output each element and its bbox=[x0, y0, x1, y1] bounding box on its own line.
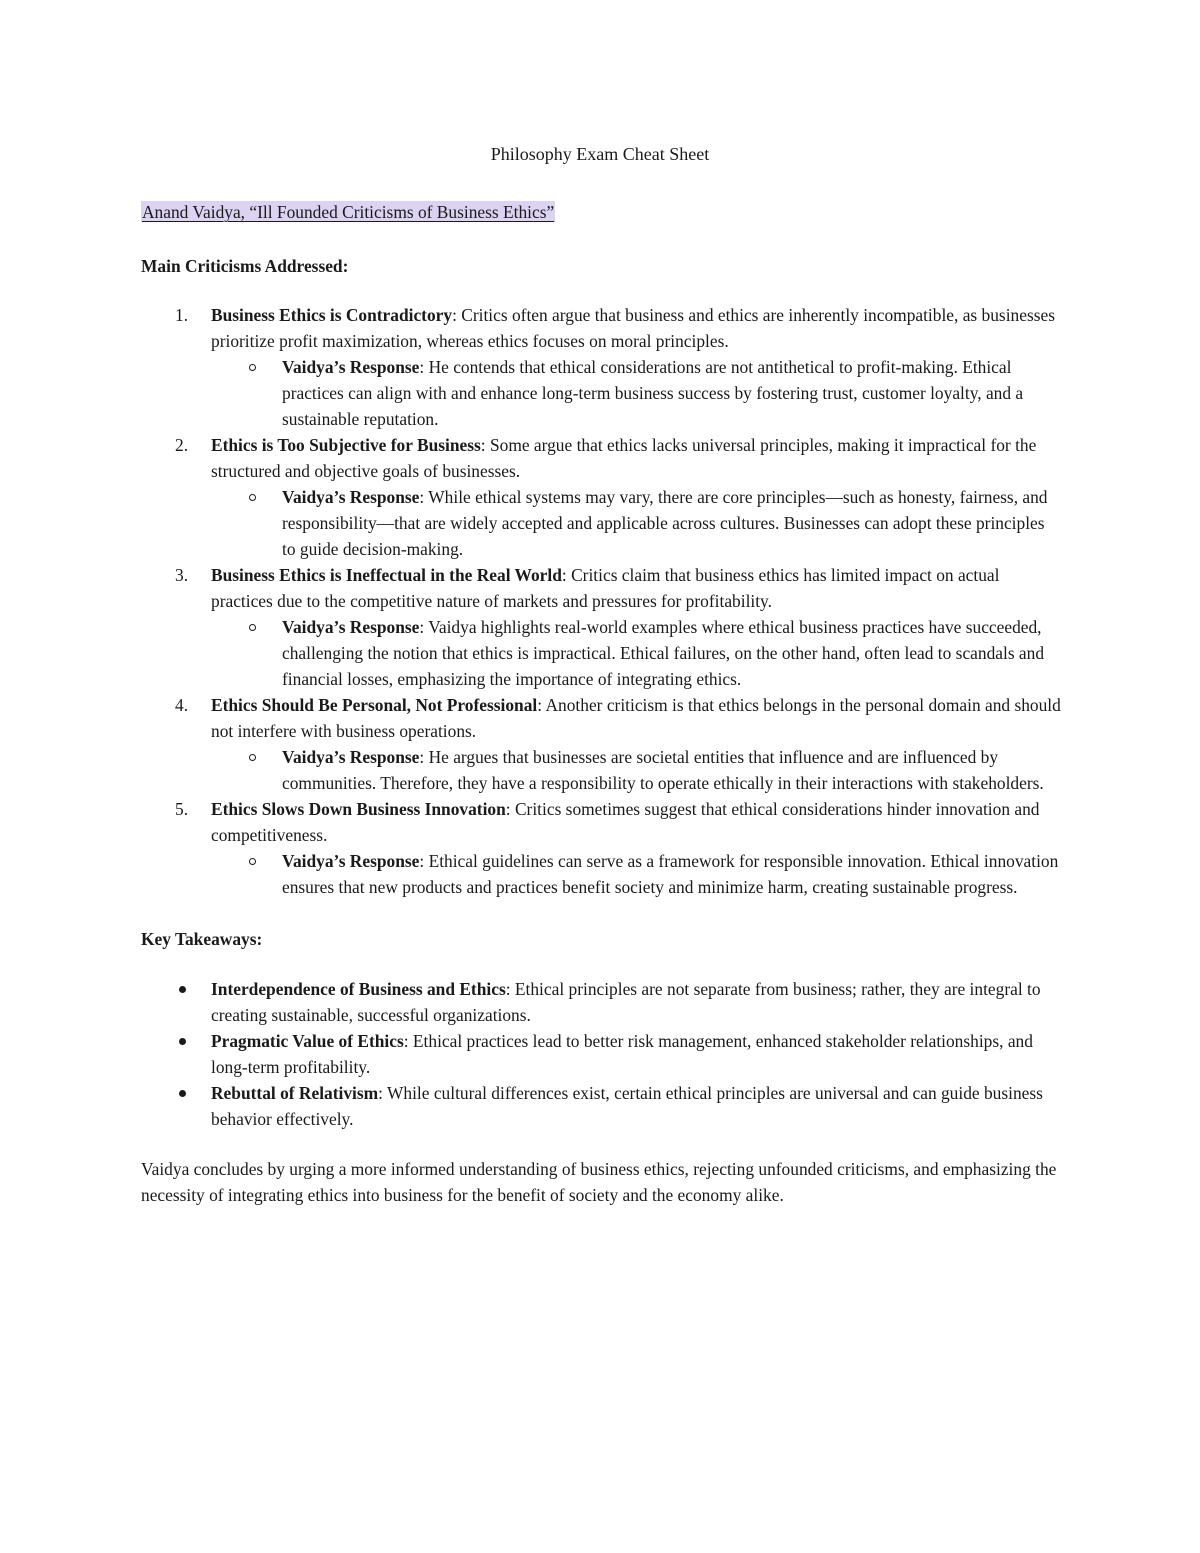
filled-bullet-icon bbox=[179, 986, 186, 993]
document-title: Philosophy Exam Cheat Sheet bbox=[490, 144, 710, 164]
response-label: Vaidya’s Response bbox=[282, 357, 420, 377]
source-citation-text: Anand Vaidya, “Ill Founded Criticisms of Business Ethics” bbox=[142, 202, 555, 222]
response-list bbox=[211, 484, 1061, 562]
criticism-item bbox=[141, 796, 1061, 900]
conclusion-paragraph: Vaidya concludes by urging a more informed understanding of business ethics, rejecting unfounded criticisms, and emphasizing the necessity of integrating ethics into business for the benefit of society and the economy alike. bbox=[141, 1159, 1057, 1205]
criticism-number: 5. bbox=[175, 799, 189, 819]
response-text: : While ethical systems may vary, there are core principles—such as honesty, fairness, and responsibility—that are widely accepted and applicable across cultures. Businesses can adopt these principles to guide decision-making. bbox=[282, 487, 1048, 559]
criticism-number: 2. bbox=[175, 435, 189, 455]
takeaway-term: Rebuttal of Relativism bbox=[211, 1083, 379, 1103]
response-item bbox=[211, 848, 1061, 900]
criticism-text: : Critics claim that business ethics has limited impact on actual practices due to the competitive nature of markets and pressures for profitability. bbox=[211, 565, 1000, 611]
takeaways-list bbox=[141, 976, 1061, 1132]
criticism-item bbox=[141, 302, 1061, 432]
hollow-bullet-icon bbox=[249, 624, 256, 631]
criticisms-list bbox=[141, 302, 1061, 900]
response-label: Vaidya’s Response bbox=[282, 747, 420, 767]
takeaway-term: Pragmatic Value of Ethics bbox=[211, 1031, 404, 1051]
hollow-bullet-icon bbox=[249, 494, 256, 501]
takeaway-term: Interdependence of Business and Ethics bbox=[211, 979, 506, 999]
criticism-term: Business Ethics is Ineffectual in the Real World bbox=[211, 565, 562, 585]
response-label: Vaidya’s Response bbox=[282, 617, 420, 637]
response-item bbox=[211, 484, 1061, 562]
criticism-item bbox=[141, 432, 1061, 562]
filled-bullet-icon bbox=[179, 1038, 186, 1045]
criticism-number: 3. bbox=[175, 565, 189, 585]
takeaway-text: : While cultural differences exist, certain ethical principles are universal and can guide business behavior effectively. bbox=[211, 1083, 1043, 1129]
response-text: : Ethical guidelines can serve as a framework for responsible innovation. Ethical innovation ensures that new products and practices benefit society and minimize harm, creating sustainable progress. bbox=[282, 851, 1059, 897]
criticism-number: 1. bbox=[175, 305, 189, 325]
criticism-text: : Another criticism is that ethics belongs in the personal domain and should not interfere with business operations. bbox=[211, 695, 1061, 741]
response-text: : He argues that businesses are societal entities that influence and are influenced by communities. Therefore, they have a responsibility to operate ethically in their interactions with stakeholders. bbox=[282, 747, 1044, 793]
document-page bbox=[141, 140, 1061, 1208]
response-item bbox=[211, 744, 1061, 796]
criticism-text: : Some argue that ethics lacks universal principles, making it impractical for the structured and objective goals of businesses. bbox=[211, 435, 1037, 481]
source-citation bbox=[141, 198, 1061, 226]
response-list bbox=[211, 744, 1061, 796]
main-criticisms-heading: Main Criticisms Addressed: bbox=[141, 256, 349, 276]
response-list bbox=[211, 354, 1061, 432]
criticism-text: : Critics sometimes suggest that ethical considerations hinder innovation and competitiveness. bbox=[211, 799, 1040, 845]
criticism-term: Ethics Should Be Personal, Not Professional bbox=[211, 695, 538, 715]
hollow-bullet-icon bbox=[249, 754, 256, 761]
criticism-term: Business Ethics is Contradictory bbox=[211, 305, 453, 325]
criticism-item bbox=[141, 692, 1061, 796]
response-list bbox=[211, 614, 1061, 692]
response-text: : He contends that ethical considerations are not antithetical to profit-making. Ethical practices can align with and enhance long-term business success by fostering trust, customer loyalty, and a sustainable reputation. bbox=[282, 357, 1024, 429]
criticism-number: 4. bbox=[175, 695, 189, 715]
response-text: : Vaidya highlights real-world examples where ethical business practices have succeeded, challenging the notion that ethics is impractical. Ethical failures, on the other hand, often lead to scandals and financial losses, emphasizing the importance of integrating ethics. bbox=[282, 617, 1045, 689]
takeaway-text: : Ethical principles are not separate from business; rather, they are integral to creating sustainable, successful organizations. bbox=[211, 979, 1041, 1025]
response-item bbox=[211, 354, 1061, 432]
response-label: Vaidya’s Response bbox=[282, 851, 420, 871]
criticism-item bbox=[141, 562, 1061, 692]
key-takeaways-heading: Key Takeaways: bbox=[141, 929, 263, 949]
takeaway-item bbox=[141, 1080, 1061, 1132]
response-label: Vaidya’s Response bbox=[282, 487, 420, 507]
takeaway-item bbox=[141, 1028, 1061, 1080]
response-item bbox=[211, 614, 1061, 692]
hollow-bullet-icon bbox=[249, 858, 256, 865]
filled-bullet-icon bbox=[179, 1090, 186, 1097]
takeaway-text: : Ethical practices lead to better risk management, enhanced stakeholder relationships, and long-term profitability. bbox=[211, 1031, 1033, 1077]
hollow-bullet-icon bbox=[249, 364, 256, 371]
response-list bbox=[211, 848, 1061, 900]
criticism-term: Ethics is Too Subjective for Business bbox=[211, 435, 481, 455]
criticism-term: Ethics Slows Down Business Innovation bbox=[211, 799, 506, 819]
takeaway-item bbox=[141, 976, 1061, 1028]
criticism-text: : Critics often argue that business and ethics are inherently incompatible, as businesses prioritize profit maximization, whereas ethics focuses on moral principles. bbox=[211, 305, 1055, 351]
